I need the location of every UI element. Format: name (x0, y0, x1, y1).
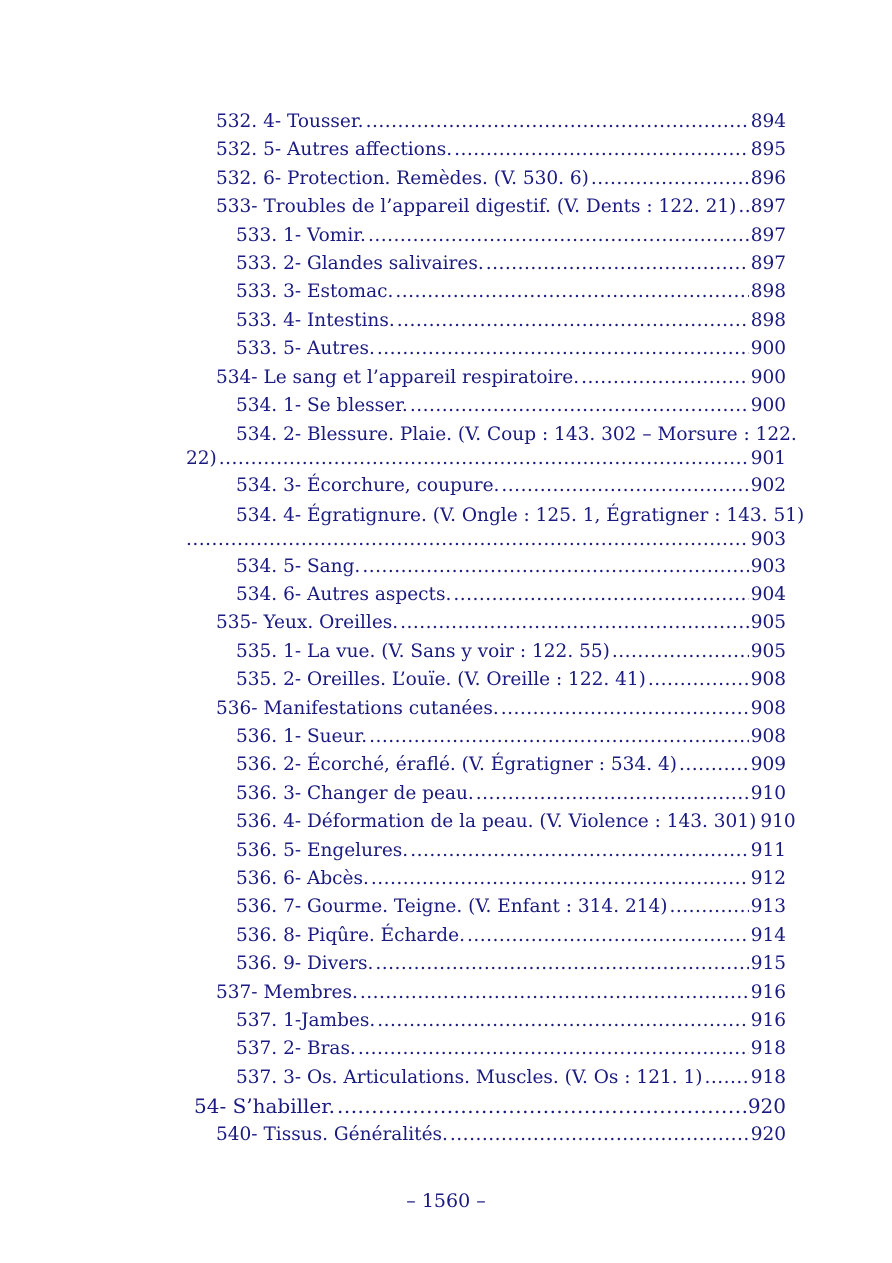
leader-dots (360, 979, 749, 1007)
leader-dots (476, 780, 749, 808)
toc-entry (186, 638, 786, 666)
toc-entry-label: 537. 3- Os. Articulations. Muscles. (V. Os : 121. 1) (236, 1066, 703, 1088)
toc-entry-page: 908 (750, 697, 786, 719)
toc-entry-label: 533. 4- Intestins. (236, 309, 395, 331)
toc-entry-page: 900 (750, 366, 786, 388)
toc-entry-page: 916 (750, 1009, 786, 1031)
leader-dots (591, 165, 749, 193)
toc-entry (186, 1092, 786, 1120)
toc-entry (186, 808, 796, 836)
leader-dots (377, 1007, 748, 1035)
toc-entry-page: 900 (750, 394, 786, 416)
toc-entry-label: 536. 6- Abcès. (236, 867, 369, 889)
toc-entry-label: 533. 3- Estomac. (236, 281, 394, 303)
toc-entry (186, 723, 786, 751)
toc-entry-label: 54- S’habiller. (194, 1094, 335, 1119)
leader-dots (454, 136, 749, 164)
toc-entry (186, 865, 786, 893)
leader-dots (501, 472, 748, 500)
toc-entry-page: 903 (750, 528, 786, 550)
toc-entry-page: 911 (750, 839, 786, 861)
toc-entry-label: 537. 2- Bras. (236, 1038, 356, 1060)
toc-entry-label: 533. 2- Glandes salivaires. (236, 252, 484, 274)
toc-entry-page: 903 (750, 555, 786, 577)
toc-entry-label: 537. 1-Jambes. (236, 1009, 376, 1031)
toc-entry-page: 908 (750, 726, 786, 748)
toc-entry-label: 536. 5- Engelures. (236, 839, 409, 861)
toc-entry-page: 901 (750, 448, 786, 470)
toc-entry-label: 533. 5- Autres. (236, 338, 375, 360)
leader-dots (368, 222, 749, 250)
toc-entry-page: 905 (750, 640, 786, 662)
toc-entry-page: 896 (750, 167, 786, 189)
leader-dots (612, 638, 749, 666)
toc-entry-label: 535- Yeux. Oreilles. (216, 612, 399, 634)
toc-entry-label: 536. 8- Piqûre. Écharde. (236, 924, 465, 946)
toc-entry (186, 136, 786, 164)
toc-entry (186, 364, 786, 392)
leader-dots (410, 392, 749, 420)
toc-entry-label: 533. 1- Vomir. (236, 224, 366, 246)
toc-entry-label: 535. 1- La vue. (V. Sans y voir : 122. 55) (236, 640, 610, 662)
leader-dots (450, 1121, 749, 1149)
leader-dots (362, 553, 748, 581)
toc-entry-label: 537- Membres. (216, 981, 358, 1003)
toc-entry-label: 532. 5- Autres affections. (216, 139, 453, 161)
toc-entry-page: 895 (750, 139, 786, 161)
leader-dots (738, 193, 748, 221)
toc-entry (186, 472, 786, 500)
toc-entry-label: 534. 1- Se blesser. (236, 394, 408, 416)
toc-entry-label: 534. 6- Autres aspects. (236, 584, 452, 606)
leader-dots (467, 922, 749, 950)
toc-entry-page: 898 (750, 281, 786, 303)
toc-entry (186, 780, 786, 808)
toc-entry (186, 695, 786, 723)
toc-entry-label: 536- Manifestations cutanées. (216, 697, 499, 719)
leader-dots (369, 723, 749, 751)
leader-dots (400, 609, 749, 637)
toc-entry (186, 165, 786, 193)
toc-entry (186, 1007, 786, 1035)
toc-entry-page: 918 (750, 1066, 786, 1088)
leader-dots (397, 307, 749, 335)
toc-entry (186, 979, 786, 1007)
toc-entry-page: 904 (750, 584, 786, 606)
toc-entry-label: 532. 4- Tousser. (216, 111, 364, 132)
toc-entry (186, 837, 786, 865)
leader-dots (581, 364, 749, 392)
leader-dots (337, 1092, 746, 1120)
toc-entry-page: 900 (750, 338, 786, 360)
toc-entry-label: 536. 3- Changer de peau. (236, 782, 474, 804)
toc-entry-page: 897 (750, 224, 786, 246)
toc-entry-wrapped-label: 534. 4- Égratignure. (V. Ongle : 125. 1, Égratigner : 143. 51) (236, 504, 805, 526)
toc-entry-page: 897 (750, 252, 786, 274)
leader-dots (669, 893, 748, 921)
toc-entry-page: 898 (750, 309, 786, 331)
toc-entry (186, 278, 786, 306)
toc-entry (186, 335, 786, 363)
toc-entry-label: 535. 2- Oreilles. L’ouïe. (V. Oreille : 122. 41) (236, 669, 646, 691)
leader-dots (186, 527, 749, 553)
toc-entry-page: 914 (750, 924, 786, 946)
toc-entry-page: 902 (750, 475, 786, 497)
toc-entry-label: 536. 2- Écorché, éraflé. (V. Égratigner : 534. 4) (236, 754, 677, 776)
toc-entry-page: 894 (750, 111, 786, 132)
leader-dots (395, 278, 748, 306)
leader-dots (371, 865, 749, 893)
leader-dots (377, 335, 749, 363)
toc-entry-wrapped-label: 534. 2- Blessure. Plaie. (V. Coup : 143. 302 – Morsure : 122. (236, 424, 797, 446)
toc-entry (186, 893, 786, 921)
toc-entry (186, 1035, 786, 1063)
toc-entry-page: 897 (750, 196, 786, 218)
toc-entry-label: 533- Troubles de l’appareil digestif. (V. Dents : 122. 21) (216, 196, 737, 218)
toc-entry-label: 534- Le sang et l’appareil respiratoire. (216, 366, 580, 388)
page-number: – 1560 – (406, 1190, 486, 1212)
leader-dots (486, 250, 749, 278)
toc-entry-label: 536. 4- Déformation de la peau. (V. Violence : 143. 301) (236, 811, 757, 833)
toc-entry-page: 910 (750, 782, 786, 804)
toc-entry (186, 250, 786, 278)
toc-entry (186, 392, 786, 420)
leader-dots (410, 837, 749, 865)
leader-dots (453, 581, 748, 609)
leader-dots (501, 695, 749, 723)
toc-entry-label: 536. 7- Gourme. Teigne. (V. Enfant : 314. 214) (236, 896, 668, 918)
toc-entry-page: 915 (750, 953, 786, 975)
toc-entry (186, 950, 786, 978)
leader-dots (679, 751, 749, 779)
toc-entry (186, 1064, 786, 1092)
toc-entry (186, 922, 786, 950)
toc-entry (186, 609, 786, 637)
toc-entry-label-continued: 22) (186, 448, 217, 470)
toc-entry-label: 536. 1- Sueur. (236, 726, 368, 748)
leader-dots (704, 1064, 748, 1092)
toc-entry (186, 307, 786, 335)
toc-entry (186, 193, 786, 221)
toc-entry-label: 540- Tissus. Généralités. (216, 1123, 448, 1145)
toc-entry-page: 912 (750, 867, 786, 889)
leader-dots (648, 666, 749, 694)
toc-entry (186, 527, 786, 553)
toc-entry-page: 913 (750, 896, 786, 918)
toc-entry-page: 918 (750, 1038, 786, 1060)
toc-entry (186, 446, 786, 472)
leader-dots (366, 108, 749, 136)
leader-dots (375, 950, 748, 978)
toc-entry-page: 920 (750, 1123, 786, 1145)
toc-entry-page: 916 (750, 981, 786, 1003)
toc-entry-label: 536. 9- Divers. (236, 953, 374, 975)
leader-dots (219, 446, 749, 472)
table-of-contents (186, 108, 805, 1149)
toc-entry (186, 108, 786, 136)
toc-entry (186, 751, 786, 779)
toc-entry-page: 905 (750, 612, 786, 634)
leader-dots (358, 1035, 749, 1063)
toc-entry (186, 222, 786, 250)
toc-entry-page: 910 (760, 811, 796, 833)
toc-entry-page: 920 (747, 1094, 786, 1119)
toc-entry-page: 909 (750, 754, 786, 776)
toc-entry-label: 534. 5- Sang. (236, 555, 361, 577)
toc-entry (186, 581, 786, 609)
toc-entry (186, 1121, 786, 1149)
toc-entry (186, 553, 786, 581)
toc-entry-page: 908 (750, 669, 786, 691)
toc-entry-label: 532. 6- Protection. Remèdes. (V. 530. 6) (216, 167, 589, 189)
toc-entry-label: 534. 3- Écorchure, coupure. (236, 475, 500, 497)
toc-entry (186, 666, 786, 694)
